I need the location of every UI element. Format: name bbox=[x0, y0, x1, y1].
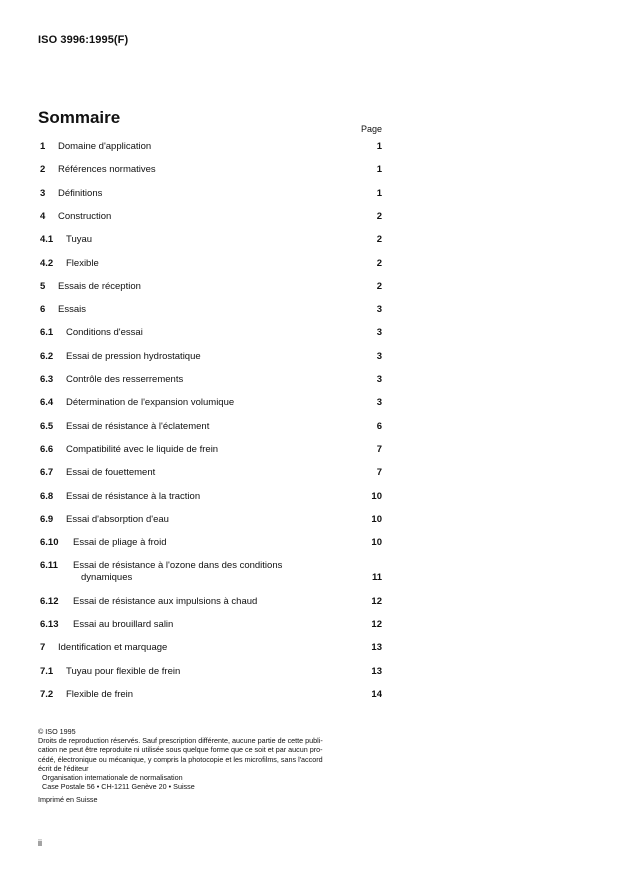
toc-number: 4 bbox=[40, 210, 46, 222]
toc-entry[interactable] bbox=[38, 304, 384, 316]
toc-entry[interactable] bbox=[38, 397, 384, 409]
toc-entry[interactable] bbox=[38, 537, 384, 549]
toc-number: 7.2 bbox=[40, 688, 54, 700]
toc-page-number: 3 bbox=[376, 350, 382, 362]
toc-title: Essai de pression hydrostatique bbox=[66, 350, 201, 362]
toc-number: 6.9 bbox=[40, 513, 54, 525]
toc-entry[interactable] bbox=[38, 351, 384, 363]
toc-page-number: 13 bbox=[371, 665, 382, 677]
postal-address: Case Postale 56 • CH-1211 Genève 20 • Suisse bbox=[42, 782, 195, 792]
toc-number: 6 bbox=[40, 304, 46, 316]
toc-number: 6.7 bbox=[40, 467, 54, 479]
toc-number: 6.13 bbox=[40, 619, 59, 630]
toc-page-number: 7 bbox=[376, 443, 382, 455]
toc-page-number: 2 bbox=[376, 257, 382, 269]
toc-number: 6.8 bbox=[40, 490, 54, 502]
toc-title-continued: dynamiques bbox=[81, 572, 133, 584]
toc-number: 6.10 bbox=[40, 537, 59, 549]
printed-in: Imprimé en Suisse bbox=[38, 795, 98, 805]
toc-entry[interactable] bbox=[38, 211, 384, 223]
page-column-label: Page bbox=[360, 124, 382, 134]
toc-number: 4.2 bbox=[40, 257, 54, 269]
toc-page-number: 1 bbox=[376, 164, 382, 176]
toc-number: 6.6 bbox=[40, 443, 54, 455]
toc-number: 6.3 bbox=[40, 374, 54, 385]
rights-line: écrit de l'éditeur bbox=[38, 763, 89, 773]
copyright-line: © ISO 1995 bbox=[38, 727, 76, 736]
toc-entry[interactable] bbox=[38, 258, 384, 270]
toc-entry[interactable] bbox=[38, 642, 384, 654]
toc-entry[interactable] bbox=[38, 374, 384, 386]
toc-title: Tuyau bbox=[66, 234, 93, 246]
toc-page-number: 1 bbox=[376, 187, 382, 199]
toc-entry[interactable] bbox=[38, 596, 384, 608]
toc-title: Flexible bbox=[66, 257, 99, 269]
toc-title: Construction bbox=[58, 210, 112, 222]
toc-title: Essai de résistance aux impulsions à chaud bbox=[73, 595, 258, 607]
toc-title: Détermination de l'expansion volumique bbox=[66, 397, 235, 409]
toc-entry[interactable] bbox=[38, 444, 384, 456]
toc-entry[interactable] bbox=[38, 467, 384, 479]
toc-title: Contrôle des resserrements bbox=[66, 374, 184, 385]
toc-page-number: 10 bbox=[371, 490, 382, 502]
toc-entry[interactable] bbox=[38, 689, 384, 701]
organization-name: Organisation internationale de normalisation bbox=[42, 773, 183, 783]
toc-page-number: 2 bbox=[376, 280, 382, 292]
toc-number: 7.1 bbox=[40, 665, 54, 677]
toc-entry[interactable] bbox=[38, 164, 384, 176]
toc-entry[interactable] bbox=[38, 234, 384, 246]
toc-number: 1 bbox=[40, 141, 46, 152]
toc-entry[interactable] bbox=[38, 188, 384, 200]
toc-number: 6.11 bbox=[40, 560, 58, 572]
document-id: ISO 3996:1995(F) bbox=[38, 34, 129, 46]
toc-page-number: 10 bbox=[371, 537, 382, 549]
toc-number: 2 bbox=[40, 164, 46, 176]
toc-title: Essai d'absorption d'eau bbox=[66, 513, 169, 525]
toc-entry[interactable] bbox=[38, 421, 384, 433]
toc-entry[interactable] bbox=[38, 141, 384, 153]
toc-page-number: 3 bbox=[376, 397, 382, 409]
toc-number: 3 bbox=[40, 187, 46, 199]
toc-title: Identification et marquage bbox=[58, 642, 168, 654]
copyright-notice bbox=[38, 727, 388, 805]
toc-page-number: 3 bbox=[376, 304, 382, 316]
toc-page-number: 3 bbox=[376, 374, 382, 385]
toc-number: 4.1 bbox=[40, 234, 54, 246]
toc-page-number: 1 bbox=[376, 141, 382, 152]
toc-page-number: 12 bbox=[371, 595, 382, 607]
toc-entry[interactable] bbox=[38, 619, 384, 631]
toc-number: 6.2 bbox=[40, 350, 54, 362]
toc-number: 6.4 bbox=[40, 397, 54, 409]
rights-line: cédé, électronique ou mécanique, y compris la photocopie et les microfilms, sans l'accord bbox=[38, 754, 323, 764]
toc-title: Domaine d'application bbox=[58, 141, 152, 152]
toc-number: 6.1 bbox=[40, 327, 54, 339]
toc-page-number: 6 bbox=[376, 420, 382, 432]
toc-title: Essais bbox=[58, 304, 86, 316]
toc-title: Références normatives bbox=[58, 164, 156, 176]
toc-entry[interactable] bbox=[38, 560, 384, 584]
toc-title: Essai de résistance à la traction bbox=[66, 490, 201, 502]
toc-entry[interactable] bbox=[38, 327, 384, 339]
toc-title: Tuyau pour flexible de frein bbox=[66, 665, 181, 677]
toc-entry[interactable] bbox=[38, 666, 384, 678]
toc-entry[interactable] bbox=[38, 281, 384, 293]
toc-title: Essai de résistance à l'ozone dans des conditions bbox=[73, 560, 283, 572]
toc-entry[interactable] bbox=[38, 491, 384, 503]
toc-page-number: 2 bbox=[376, 210, 382, 222]
toc-title: Essais de réception bbox=[58, 280, 141, 292]
toc-page-number: 10 bbox=[371, 513, 382, 525]
toc-entry[interactable] bbox=[38, 514, 384, 526]
toc-number: 7 bbox=[40, 642, 46, 654]
toc-number: 6.5 bbox=[40, 420, 54, 432]
page-number: ii bbox=[38, 838, 42, 848]
toc-page-number: 12 bbox=[371, 619, 382, 630]
toc-number: 6.12 bbox=[40, 595, 59, 607]
toc-number: 5 bbox=[40, 280, 46, 292]
toc-page-number: 13 bbox=[371, 642, 382, 654]
toc-title: Essai de fouettement bbox=[66, 467, 156, 479]
toc-title: Définitions bbox=[58, 187, 103, 199]
page-title: Sommaire bbox=[38, 108, 121, 127]
toc-page-number: 7 bbox=[376, 467, 382, 479]
toc-title: Essai de pliage à froid bbox=[73, 537, 167, 549]
toc-page-number: 3 bbox=[376, 327, 382, 339]
toc-page-number: 2 bbox=[376, 234, 382, 246]
toc-title: Essai de résistance à l'éclatement bbox=[66, 420, 210, 432]
toc-page-number: 11 bbox=[371, 572, 382, 584]
toc-title: Conditions d'essai bbox=[66, 327, 143, 339]
rights-line: cation ne peut être reproduite ni utilisée sous quelque forme que ce soit et par aucun pro- bbox=[38, 745, 323, 755]
toc-title: Essai au brouillard salin bbox=[73, 619, 174, 630]
rights-line: Droits de reproduction réservés. Sauf prescription différente, aucune partie de cette publi- bbox=[38, 736, 323, 746]
toc-title: Compatibilité avec le liquide de frein bbox=[66, 443, 219, 455]
toc-title: Flexible de frein bbox=[66, 688, 134, 700]
toc-page-number: 14 bbox=[371, 688, 382, 700]
